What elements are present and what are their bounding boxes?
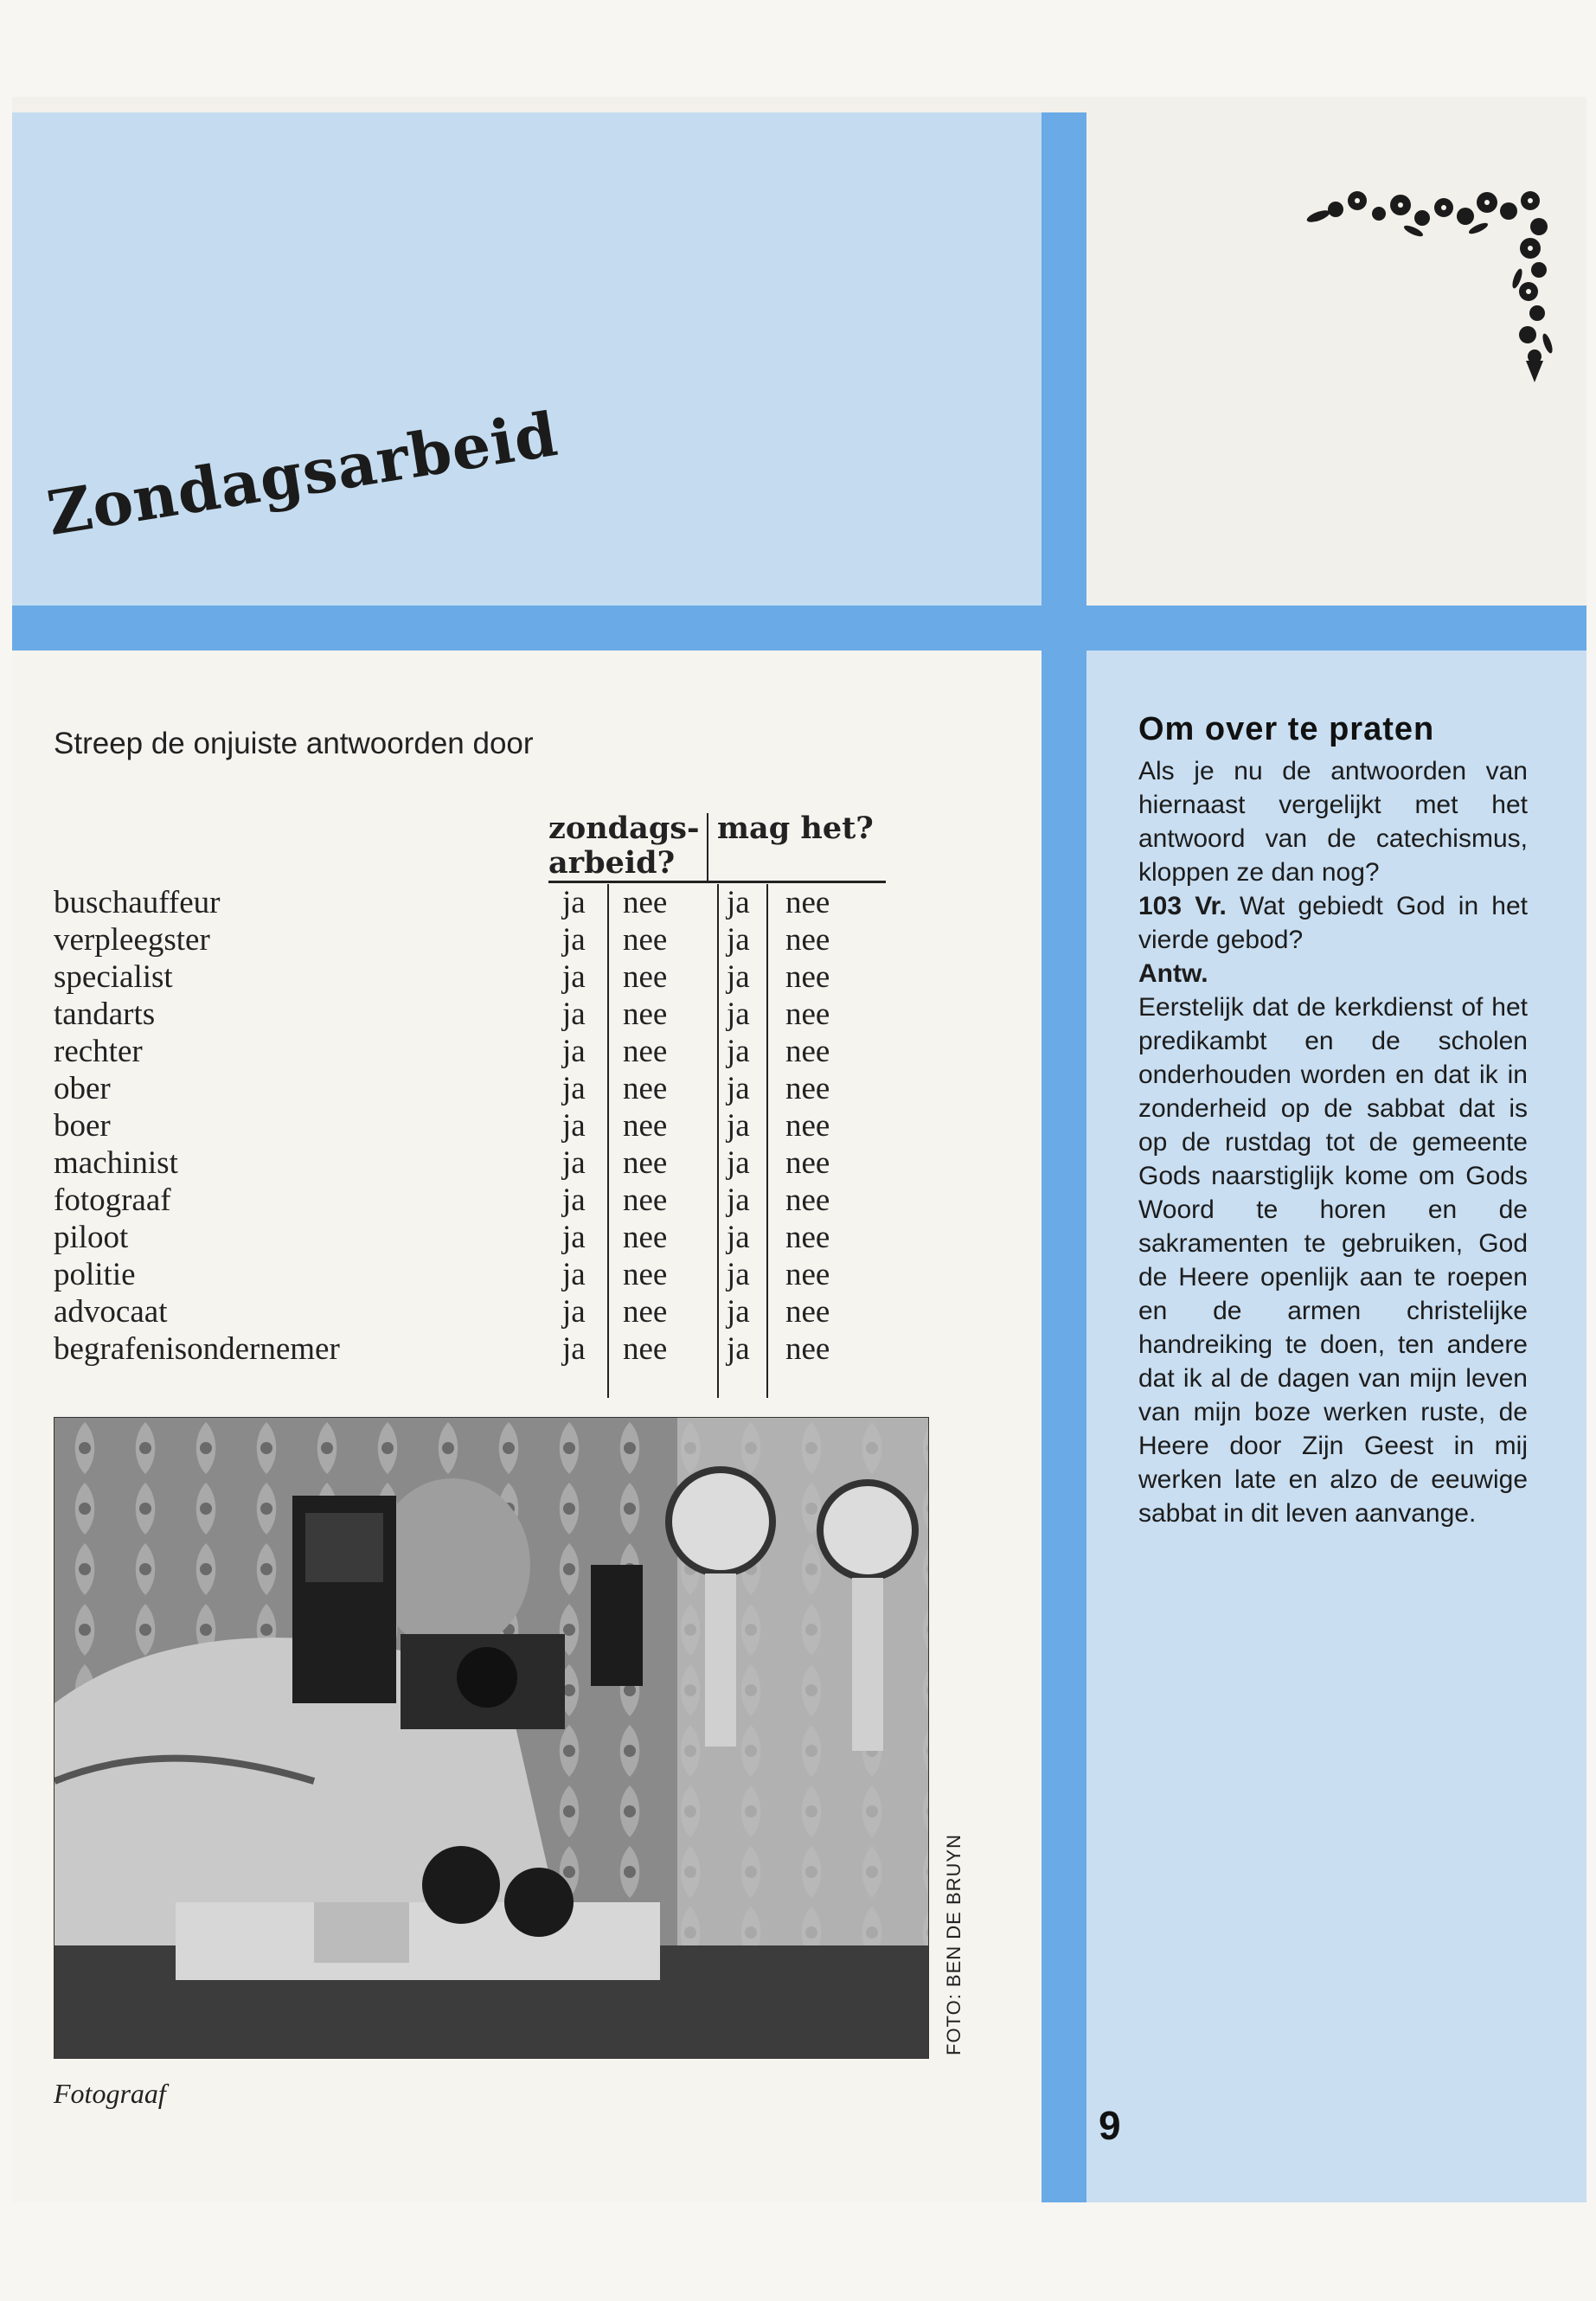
answer-nee-sunday[interactable]: nee	[623, 997, 668, 1032]
page	[12, 97, 1586, 2202]
column-header-line: zondags-	[548, 811, 700, 846]
column-header-allowed: mag het?	[717, 811, 874, 846]
table-row	[54, 1293, 919, 1330]
answer-nee-sunday[interactable]: nee	[623, 1294, 668, 1330]
answer-label: Antw.	[1138, 959, 1208, 988]
table-row	[54, 1219, 919, 1256]
sidebar-text	[1138, 754, 1528, 1530]
answer-nee-allowed[interactable]: nee	[785, 1257, 830, 1292]
floral-corner-ornament-icon	[1284, 175, 1561, 391]
answer-nee-sunday[interactable]: nee	[623, 922, 668, 958]
answer-nee-allowed[interactable]: nee	[785, 1183, 830, 1218]
answer-ja-allowed[interactable]: ja	[727, 1183, 750, 1218]
photographer-photo	[54, 1417, 929, 2059]
answer-nee-sunday[interactable]: nee	[623, 885, 668, 920]
answer-nee-allowed[interactable]: nee	[785, 1294, 830, 1330]
job-label: verpleegster	[54, 922, 210, 958]
answer-nee-allowed[interactable]: nee	[785, 1034, 830, 1069]
job-label: politie	[54, 1257, 136, 1292]
table-row	[54, 1330, 919, 1368]
table-divider	[707, 813, 708, 881]
answer-ja-allowed[interactable]: ja	[727, 997, 750, 1032]
instruction-text: Streep de onjuiste antwoorden door	[54, 727, 534, 760]
table-row	[54, 921, 919, 958]
answer-ja-sunday[interactable]: ja	[562, 1034, 586, 1069]
answer-ja-sunday[interactable]: ja	[562, 1183, 586, 1218]
answer-nee-sunday[interactable]: nee	[623, 959, 668, 995]
table-row	[54, 884, 919, 921]
answer-ja-sunday[interactable]: ja	[562, 1071, 586, 1106]
page-number: 9	[1099, 2103, 1121, 2148]
answer-ja-sunday[interactable]: ja	[562, 997, 586, 1032]
answer-nee-allowed[interactable]: nee	[785, 1220, 830, 1255]
answer-ja-sunday[interactable]: ja	[562, 885, 586, 920]
sidebar-heading: Om over te praten	[1138, 711, 1435, 747]
answer-nee-sunday[interactable]: nee	[623, 1183, 668, 1218]
answer-nee-allowed[interactable]: nee	[785, 959, 830, 995]
question-text: Wat gebiedt God in het vierde gebod?	[1138, 892, 1528, 954]
job-label: piloot	[54, 1220, 129, 1255]
answer-ja-sunday[interactable]: ja	[562, 922, 586, 958]
answer-nee-sunday[interactable]: nee	[623, 1108, 668, 1144]
answer-ja-sunday[interactable]: ja	[562, 959, 586, 995]
job-label: specialist	[54, 959, 173, 995]
answer-nee-sunday[interactable]: nee	[623, 1071, 668, 1106]
answer-ja-allowed[interactable]: ja	[727, 1145, 750, 1181]
answer-nee-sunday[interactable]: nee	[623, 1331, 668, 1367]
answer-ja-sunday[interactable]: ja	[562, 1257, 586, 1292]
answer-ja-allowed[interactable]: ja	[727, 1108, 750, 1144]
question-number: 103 Vr.	[1138, 892, 1227, 920]
column-header-sunday-work	[548, 811, 700, 881]
answer-table	[54, 884, 919, 1368]
job-label: boer	[54, 1108, 111, 1144]
job-label: machinist	[54, 1145, 178, 1181]
answer-ja-sunday[interactable]: ja	[562, 1220, 586, 1255]
column-header-line: arbeid?	[548, 845, 676, 881]
answer-ja-allowed[interactable]: ja	[727, 1331, 750, 1367]
catechism-answer: Eerstelijk dat de kerkdienst of het predikambt en de scholen onderhouden worden en dat ik in zonderheid op de sabbat dat is op de rustdag tot de gemeente Gods naarstiglijk kome om Gods Woord te horen en de sakramenten te gebruiken, God de Heere openlijk aan te roepen en de armen christelijke handreiking te doen, ten andere dat ik al de dagen van mijn leven van mijn boze werken ruste, de Heere door Zijn Geest in mij werken late en alzo de eeuwige sabbat in dit leven aanvange.	[1138, 993, 1528, 1528]
answer-ja-allowed[interactable]: ja	[727, 1257, 750, 1292]
table-header-rule	[548, 881, 886, 883]
answer-ja-allowed[interactable]: ja	[727, 1071, 750, 1106]
answer-nee-allowed[interactable]: nee	[785, 997, 830, 1032]
job-label: buschauffeur	[54, 885, 221, 920]
job-label: ober	[54, 1071, 111, 1106]
table-row	[54, 996, 919, 1033]
answer-nee-allowed[interactable]: nee	[785, 1108, 830, 1144]
vertical-cross-band	[1042, 112, 1086, 2202]
answer-ja-allowed[interactable]: ja	[727, 1034, 750, 1069]
table-row	[54, 1144, 919, 1182]
photo-caption: Fotograaf	[54, 2078, 166, 2109]
job-label: fotograaf	[54, 1183, 171, 1218]
table-row	[54, 1070, 919, 1107]
horizontal-cross-band	[12, 606, 1586, 651]
answer-ja-sunday[interactable]: ja	[562, 1294, 586, 1330]
table-row	[54, 1256, 919, 1293]
sidebar-intro: Als je nu de antwoorden van hiernaast vergelijkt met het antwoord van de catechismus, kloppen ze dan nog?	[1138, 757, 1528, 887]
catechism-question	[1138, 889, 1528, 957]
answer-ja-sunday[interactable]: ja	[562, 1145, 586, 1181]
answer-ja-allowed[interactable]: ja	[727, 1294, 750, 1330]
answer-ja-allowed[interactable]: ja	[727, 922, 750, 958]
answer-ja-sunday[interactable]: ja	[562, 1331, 586, 1367]
answer-nee-sunday[interactable]: nee	[623, 1257, 668, 1292]
job-label: rechter	[54, 1034, 143, 1069]
answer-ja-allowed[interactable]: ja	[727, 1220, 750, 1255]
answer-nee-allowed[interactable]: nee	[785, 1145, 830, 1181]
table-row	[54, 1033, 919, 1070]
table-row	[54, 958, 919, 996]
job-label: tandarts	[54, 997, 156, 1032]
answer-ja-allowed[interactable]: ja	[727, 959, 750, 995]
table-row	[54, 1107, 919, 1144]
title-panel	[12, 112, 1042, 606]
answer-nee-allowed[interactable]: nee	[785, 1331, 830, 1367]
answer-ja-allowed[interactable]: ja	[727, 885, 750, 920]
answer-nee-allowed[interactable]: nee	[785, 885, 830, 920]
page-title: Zondagsarbeid	[42, 397, 563, 549]
answer-nee-sunday[interactable]: nee	[623, 1145, 668, 1181]
answer-nee-allowed[interactable]: nee	[785, 1071, 830, 1106]
answer-nee-allowed[interactable]: nee	[785, 922, 830, 958]
job-label: advocaat	[54, 1294, 168, 1330]
photo-credit: FOTO: BEN DE BRUYN	[943, 1834, 965, 2055]
answer-nee-sunday[interactable]: nee	[623, 1034, 668, 1069]
table-row	[54, 1182, 919, 1219]
answer-ja-sunday[interactable]: ja	[562, 1108, 586, 1144]
job-label: begrafenisondernemer	[54, 1331, 340, 1367]
answer-nee-sunday[interactable]: nee	[623, 1220, 668, 1255]
photo-illustration	[54, 1418, 928, 2058]
